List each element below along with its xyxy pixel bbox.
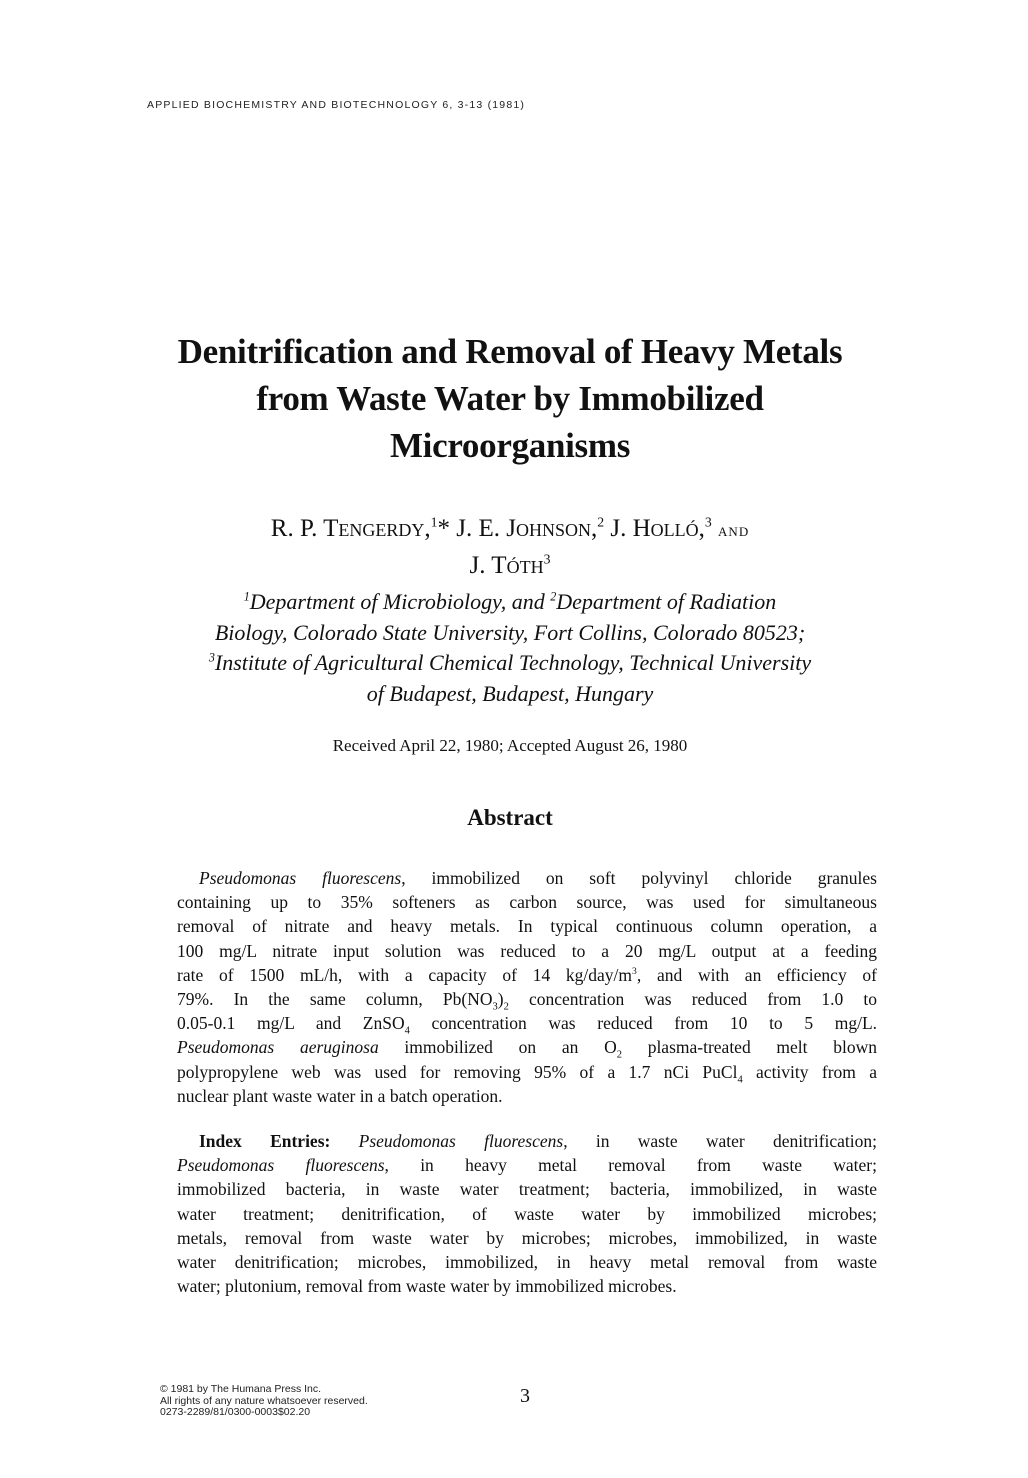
species-name: Pseudomonas aeruginosa [177,1037,379,1058]
abstract-line: 100 mg/L nitrate input solution was reduced to a 20 mg/L output at a feeding [177,940,877,961]
abstract-text-run: , immobilized on soft polyvinyl chloride granules [401,868,877,888]
abstract-text-run: concentration was reduced from 10 to 5 mg/L. [409,1013,878,1034]
abstract-line: nuclear plant waste water in a batch operation. [177,1085,503,1106]
affil-mark: 2 [550,589,557,604]
corresponding-mark: * [437,515,451,542]
affiliation-line: of Budapest, Budapest, Hungary [366,680,654,706]
copyright-footer [160,1384,368,1419]
index-line: immobilized bacteria, in waste water treatment; bacteria, immobilized, in waste [177,1179,877,1200]
running-head: APPLIED BIOCHEMISTRY AND BIOTECHNOLOGY 6, 3-13 (1981) [147,99,526,111]
species-name: Pseudomonas fluorescens [358,1131,564,1151]
abstract-text-run: polypropylene web was used for removing 95% of a 1.7 nCi PuCl [177,1061,738,1082]
author-name: R. P. Tengerdy, [270,515,431,542]
author-line [140,548,880,584]
subscript: 4 [737,1074,743,1086]
copyright-line: © 1981 by The Humana Press Inc. [160,1383,322,1395]
abstract-heading: Abstract [467,805,553,830]
index-line: water; plutonium, removal from waste water by immobilized microbes. [177,1276,677,1297]
abstract-line: containing up to 35% softeners as carbon source, was used for simultaneous [177,892,877,913]
received-dates: Received April 22, 1980; Accepted August 26, 1980 [332,736,688,755]
abstract-text-run: immobilized on an O [378,1037,617,1058]
abstract-line: removal of nitrate and heavy metals. In typical continuous column operation, a [177,916,877,937]
author-name: J. Holló, [610,515,705,542]
abstract-text-run: rate of 1500 mL/h, with a capacity of 14 kg/day/m [177,964,633,985]
affiliations [120,587,900,709]
author-list [140,511,880,584]
affiliation-text: Department of Radiation [556,589,777,614]
affiliation-line: Biology, Colorado State University, Fort Collins, Colorado 80523; [214,619,806,645]
abstract-text-run: , and with an efficiency of [636,964,878,985]
title-line: Microorganisms [389,426,631,465]
affiliation-line [120,648,900,679]
affil-mark: 3 [208,650,215,665]
abstract-text-run: 79%. In the same column, Pb(NO [177,989,493,1010]
index-entries [177,1129,877,1298]
superscript: 3 [632,965,637,977]
copyright-line: 0273-2289/81/0300-0003$02.20 [160,1406,311,1418]
abstract-text-run: 0.05-0.1 mg/L and ZnSO [177,1013,405,1034]
author-line [140,511,880,548]
author-name: J. E. Johnson, [456,515,598,542]
title-line: from Waste Water by Immobilized [256,379,764,418]
copyright-line: All rights of any nature whatsoever reserved. [160,1394,368,1407]
abstract-line [177,866,877,890]
abstract-line [177,987,877,1011]
abstract-text [177,866,877,1108]
affiliation-text: Institute of Agricultural Chemical Technology, Technical University [214,650,812,675]
index-text-run: , in waste water denitrification; [563,1131,877,1151]
subscript: 4 [404,1025,410,1037]
species-name: Pseudomonas fluorescens [199,868,402,888]
abstract-text-run: ) [497,989,504,1010]
subscript: 2 [616,1049,622,1061]
author-affil-mark: 3 [543,551,551,567]
abstract-text-run: activity from a [742,1061,877,1082]
author-name: J. Tóth [469,552,544,579]
abstract-line [177,963,877,987]
page-number: 3 [520,1385,530,1407]
affil-mark: 1 [243,589,250,604]
species-name: Pseudomonas fluorescens [177,1155,385,1176]
affiliation-line [120,587,900,618]
index-line: water treatment; denitrification, of waste water by immobilized microbes; [177,1203,877,1224]
author-affil-mark: 2 [597,514,605,530]
abstract-line [177,1060,877,1084]
index-entries-label: Index Entries: [199,1131,331,1151]
abstract-line [177,1011,877,1035]
index-line [177,1153,877,1177]
paper-title [100,328,920,469]
index-line: water denitrification; microbes, immobilized, in heavy metal removal from waste [177,1252,877,1273]
title-line: Denitrification and Removal of Heavy Metals [177,332,843,371]
index-line: metals, removal from waste water by microbes; microbes, immobilized, in waste [177,1227,877,1248]
subscript: 2 [503,1001,509,1013]
abstract-text-run: concentration was reduced from 1.0 to [508,989,877,1010]
author-affil-mark: 3 [704,514,712,530]
affiliation-text: Department of Microbiology, and [249,589,545,614]
index-line [177,1129,877,1153]
index-text-run: , in heavy metal removal from waste water; [384,1155,877,1176]
abstract-text-run: plasma-treated melt blown [621,1037,877,1058]
author-affil-mark: 1 [430,514,438,530]
author-and: and [718,520,750,540]
subscript: 3 [492,1001,498,1013]
abstract-line [177,1035,877,1059]
